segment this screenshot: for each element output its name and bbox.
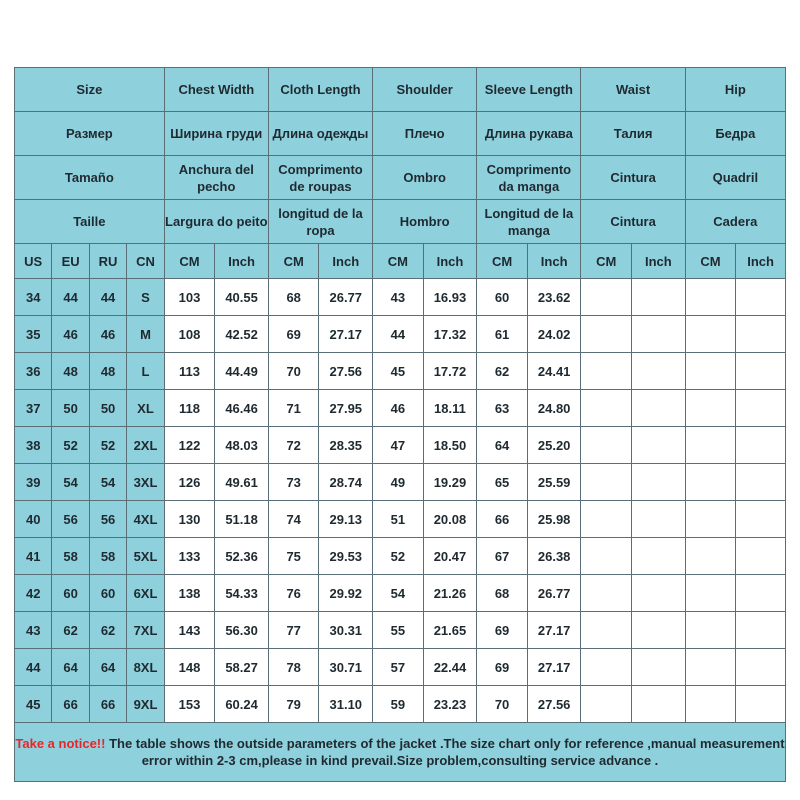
measurement-cell — [685, 316, 736, 353]
header-row — [15, 68, 786, 112]
measurement-cell: 18.50 — [423, 427, 477, 464]
size-cell: 52 — [52, 427, 89, 464]
table-row — [15, 612, 786, 649]
cloth-length-header: longitud de la ropa — [268, 200, 372, 244]
size-cell: 41 — [15, 538, 52, 575]
measurement-cell: 18.11 — [423, 390, 477, 427]
measurement-cell: 54.33 — [215, 575, 269, 612]
measurement-cell — [736, 575, 786, 612]
sleeve-length-header: Comprimento da manga — [477, 156, 581, 200]
unit-header: Inch — [632, 244, 686, 279]
measurement-cell: 68 — [477, 575, 528, 612]
size-cell: 60 — [89, 575, 126, 612]
measurement-cell: 30.31 — [319, 612, 373, 649]
unit-header: CM — [164, 244, 215, 279]
size-label-cell: Tamaño — [15, 156, 165, 200]
header-row — [15, 112, 786, 156]
measurement-cell — [632, 501, 686, 538]
size-cell: 2XL — [127, 427, 164, 464]
measurement-cell: 49 — [373, 464, 424, 501]
measurement-cell: 17.72 — [423, 353, 477, 390]
measurement-cell — [685, 575, 736, 612]
measurement-cell: 25.59 — [527, 464, 581, 501]
measurement-cell — [581, 464, 632, 501]
waist-header: Cintura — [581, 156, 685, 200]
measurement-cell — [685, 427, 736, 464]
size-cell: 40 — [15, 501, 52, 538]
measurement-cell: 47 — [373, 427, 424, 464]
size-cell: 43 — [15, 612, 52, 649]
measurement-cell: 63 — [477, 390, 528, 427]
measurement-cell: 71 — [268, 390, 319, 427]
measurement-cell — [736, 538, 786, 575]
size-cell: 52 — [89, 427, 126, 464]
measurement-cell — [736, 649, 786, 686]
size-cell: 6XL — [127, 575, 164, 612]
measurement-cell — [736, 501, 786, 538]
measurement-cell: 143 — [164, 612, 215, 649]
size-cell: 9XL — [127, 686, 164, 723]
measurement-cell: 28.35 — [319, 427, 373, 464]
chest-width-header: Anchura del pecho — [164, 156, 268, 200]
measurement-cell: 72 — [268, 427, 319, 464]
waist-header: Waist — [581, 68, 685, 112]
waist-header: Талия — [581, 112, 685, 156]
measurement-cell: 57 — [373, 649, 424, 686]
measurement-cell: 27.17 — [527, 612, 581, 649]
measurement-cell — [685, 464, 736, 501]
size-cell: 5XL — [127, 538, 164, 575]
table-row — [15, 316, 786, 353]
measurement-cell — [685, 501, 736, 538]
size-cell: 8XL — [127, 649, 164, 686]
measurement-cell — [581, 612, 632, 649]
note-row — [15, 723, 786, 782]
measurement-cell: 69 — [268, 316, 319, 353]
measurement-cell — [632, 575, 686, 612]
table-row — [15, 427, 786, 464]
size-cell: 58 — [89, 538, 126, 575]
hip-header: Quadril — [685, 156, 785, 200]
size-cell: 39 — [15, 464, 52, 501]
size-cell: 64 — [52, 649, 89, 686]
table-row — [15, 279, 786, 316]
size-cell: 50 — [89, 390, 126, 427]
measurement-cell: 77 — [268, 612, 319, 649]
chest-width-header: Chest Width — [164, 68, 268, 112]
size-cell: S — [127, 279, 164, 316]
chest-width-header: Largura do peito — [164, 200, 268, 244]
measurement-cell: 118 — [164, 390, 215, 427]
cloth-length-header: Cloth Length — [268, 68, 372, 112]
unit-header: Inch — [423, 244, 477, 279]
size-cell: 44 — [15, 649, 52, 686]
hip-header: Cadera — [685, 200, 785, 244]
measurement-cell: 79 — [268, 686, 319, 723]
measurement-cell — [581, 538, 632, 575]
size-cell: XL — [127, 390, 164, 427]
size-chart — [14, 67, 786, 782]
measurement-cell: 76 — [268, 575, 319, 612]
measurement-cell — [632, 612, 686, 649]
measurement-cell — [581, 279, 632, 316]
unit-header: Inch — [215, 244, 269, 279]
table-row — [15, 353, 786, 390]
size-system-header: EU — [52, 244, 89, 279]
measurement-cell: 65 — [477, 464, 528, 501]
measurement-cell: 61 — [477, 316, 528, 353]
measurement-cell: 68 — [268, 279, 319, 316]
size-cell: 42 — [15, 575, 52, 612]
measurement-cell: 24.02 — [527, 316, 581, 353]
measurement-cell: 69 — [477, 649, 528, 686]
measurement-cell — [581, 575, 632, 612]
measurement-cell — [685, 279, 736, 316]
measurement-cell: 70 — [268, 353, 319, 390]
table-row — [15, 538, 786, 575]
measurement-cell: 29.13 — [319, 501, 373, 538]
unit-header: CM — [685, 244, 736, 279]
shoulder-header: Ombro — [373, 156, 477, 200]
sleeve-length-header: Longitud de la manga — [477, 200, 581, 244]
measurement-cell: 148 — [164, 649, 215, 686]
measurement-cell: 64 — [477, 427, 528, 464]
shoulder-header: Плечо — [373, 112, 477, 156]
measurement-cell: 133 — [164, 538, 215, 575]
measurement-cell — [736, 686, 786, 723]
measurement-cell: 75 — [268, 538, 319, 575]
measurement-cell: 27.56 — [319, 353, 373, 390]
unit-row — [15, 244, 786, 279]
size-cell: 45 — [15, 686, 52, 723]
measurement-cell: 43 — [373, 279, 424, 316]
measurement-cell — [736, 279, 786, 316]
measurement-cell: 58.27 — [215, 649, 269, 686]
measurement-cell: 27.95 — [319, 390, 373, 427]
unit-header: Inch — [527, 244, 581, 279]
measurement-cell: 24.41 — [527, 353, 581, 390]
measurement-cell: 21.65 — [423, 612, 477, 649]
measurement-cell: 29.92 — [319, 575, 373, 612]
measurement-cell: 49.61 — [215, 464, 269, 501]
size-cell: 62 — [89, 612, 126, 649]
unit-header: CM — [268, 244, 319, 279]
size-cell: 62 — [52, 612, 89, 649]
shoulder-header: Hombro — [373, 200, 477, 244]
measurement-cell — [736, 316, 786, 353]
shoulder-header: Shoulder — [373, 68, 477, 112]
measurement-cell: 74 — [268, 501, 319, 538]
size-cell: 58 — [52, 538, 89, 575]
measurement-cell: 44 — [373, 316, 424, 353]
size-cell: 48 — [89, 353, 126, 390]
measurement-cell: 26.77 — [527, 575, 581, 612]
measurement-cell: 51 — [373, 501, 424, 538]
measurement-cell — [581, 686, 632, 723]
measurement-cell — [581, 353, 632, 390]
unit-header: CM — [581, 244, 632, 279]
sleeve-length-header: Длина рукава — [477, 112, 581, 156]
size-cell: 3XL — [127, 464, 164, 501]
size-label-cell: Размер — [15, 112, 165, 156]
table-row — [15, 649, 786, 686]
measurement-cell: 103 — [164, 279, 215, 316]
header-row — [15, 200, 786, 244]
size-cell: 46 — [89, 316, 126, 353]
hip-header: Бедра — [685, 112, 785, 156]
measurement-cell — [736, 390, 786, 427]
table-row — [15, 501, 786, 538]
measurement-cell: 153 — [164, 686, 215, 723]
measurement-cell: 56.30 — [215, 612, 269, 649]
measurement-cell — [632, 390, 686, 427]
size-cell: 7XL — [127, 612, 164, 649]
size-chart-table — [14, 67, 786, 782]
measurement-cell: 42.52 — [215, 316, 269, 353]
measurement-cell: 25.20 — [527, 427, 581, 464]
measurement-cell: 17.32 — [423, 316, 477, 353]
size-cell: M — [127, 316, 164, 353]
size-cell: 64 — [89, 649, 126, 686]
measurement-cell: 28.74 — [319, 464, 373, 501]
measurement-cell: 70 — [477, 686, 528, 723]
measurement-cell: 29.53 — [319, 538, 373, 575]
chest-width-header: Ширина груди — [164, 112, 268, 156]
size-cell: 37 — [15, 390, 52, 427]
measurement-cell: 130 — [164, 501, 215, 538]
measurement-cell: 40.55 — [215, 279, 269, 316]
measurement-cell: 52.36 — [215, 538, 269, 575]
measurement-cell: 24.80 — [527, 390, 581, 427]
measurement-cell — [632, 279, 686, 316]
measurement-cell — [632, 538, 686, 575]
table-row — [15, 390, 786, 427]
measurement-cell: 122 — [164, 427, 215, 464]
size-cell: 66 — [52, 686, 89, 723]
measurement-cell — [736, 353, 786, 390]
size-cell: 54 — [52, 464, 89, 501]
measurement-cell: 23.62 — [527, 279, 581, 316]
measurement-cell: 113 — [164, 353, 215, 390]
measurement-cell: 20.08 — [423, 501, 477, 538]
measurement-cell: 55 — [373, 612, 424, 649]
measurement-cell — [736, 464, 786, 501]
measurement-cell: 27.17 — [527, 649, 581, 686]
measurement-cell: 66 — [477, 501, 528, 538]
measurement-cell — [632, 464, 686, 501]
size-cell: 44 — [52, 279, 89, 316]
measurement-cell: 27.17 — [319, 316, 373, 353]
measurement-cell — [685, 390, 736, 427]
size-cell: L — [127, 353, 164, 390]
measurement-cell — [581, 390, 632, 427]
unit-header: Inch — [736, 244, 786, 279]
notice-warning: Take a notice!! — [15, 736, 106, 751]
size-system-header: RU — [89, 244, 126, 279]
measurement-cell: 52 — [373, 538, 424, 575]
size-cell: 34 — [15, 279, 52, 316]
measurement-cell: 23.23 — [423, 686, 477, 723]
measurement-cell: 78 — [268, 649, 319, 686]
measurement-cell: 45 — [373, 353, 424, 390]
measurement-cell: 69 — [477, 612, 528, 649]
sleeve-length-header: Sleeve Length — [477, 68, 581, 112]
measurement-cell: 54 — [373, 575, 424, 612]
measurement-cell: 126 — [164, 464, 215, 501]
measurement-cell — [581, 501, 632, 538]
measurement-cell: 25.98 — [527, 501, 581, 538]
measurement-cell: 44.49 — [215, 353, 269, 390]
measurement-cell — [632, 649, 686, 686]
measurement-cell: 21.26 — [423, 575, 477, 612]
measurement-cell — [581, 649, 632, 686]
unit-header: CM — [477, 244, 528, 279]
measurement-cell: 16.93 — [423, 279, 477, 316]
measurement-cell: 19.29 — [423, 464, 477, 501]
notice-text — [15, 723, 786, 782]
measurement-cell — [736, 612, 786, 649]
measurement-cell: 60.24 — [215, 686, 269, 723]
size-cell: 50 — [52, 390, 89, 427]
size-cell: 36 — [15, 353, 52, 390]
measurement-cell: 108 — [164, 316, 215, 353]
notice-body: The table shows the outside parameters of the jacket .The size chart only for reference ,manual measurement error within 2-3 cm,please in kind prevail.Size problem,consulting service advance . — [105, 736, 785, 768]
waist-header: Cintura — [581, 200, 685, 244]
measurement-cell: 31.10 — [319, 686, 373, 723]
measurement-cell: 51.18 — [215, 501, 269, 538]
unit-header: CM — [373, 244, 424, 279]
measurement-cell — [581, 316, 632, 353]
measurement-cell: 48.03 — [215, 427, 269, 464]
measurement-cell: 67 — [477, 538, 528, 575]
cloth-length-header: Длина одежды — [268, 112, 372, 156]
size-cell: 46 — [52, 316, 89, 353]
size-cell: 4XL — [127, 501, 164, 538]
size-label-cell: Taille — [15, 200, 165, 244]
size-system-header: CN — [127, 244, 164, 279]
table-row — [15, 686, 786, 723]
size-cell: 38 — [15, 427, 52, 464]
measurement-cell — [632, 686, 686, 723]
unit-header: Inch — [319, 244, 373, 279]
size-cell: 56 — [52, 501, 89, 538]
measurement-cell — [581, 427, 632, 464]
measurement-cell: 26.77 — [319, 279, 373, 316]
size-cell: 66 — [89, 686, 126, 723]
measurement-cell: 46.46 — [215, 390, 269, 427]
header-row — [15, 156, 786, 200]
measurement-cell: 60 — [477, 279, 528, 316]
measurement-cell — [685, 353, 736, 390]
size-cell: 60 — [52, 575, 89, 612]
size-cell: 44 — [89, 279, 126, 316]
size-cell: 54 — [89, 464, 126, 501]
measurement-cell — [685, 612, 736, 649]
size-cell: 35 — [15, 316, 52, 353]
measurement-cell: 20.47 — [423, 538, 477, 575]
measurement-cell: 22.44 — [423, 649, 477, 686]
table-row — [15, 464, 786, 501]
measurement-cell: 27.56 — [527, 686, 581, 723]
hip-header: Hip — [685, 68, 785, 112]
measurement-cell — [632, 353, 686, 390]
measurement-cell — [685, 538, 736, 575]
measurement-cell — [632, 427, 686, 464]
cloth-length-header: Comprimento de roupas — [268, 156, 372, 200]
measurement-cell: 30.71 — [319, 649, 373, 686]
table-row — [15, 575, 786, 612]
measurement-cell: 138 — [164, 575, 215, 612]
measurement-cell: 73 — [268, 464, 319, 501]
measurement-cell: 59 — [373, 686, 424, 723]
measurement-cell: 46 — [373, 390, 424, 427]
measurement-cell: 26.38 — [527, 538, 581, 575]
measurement-cell — [632, 316, 686, 353]
size-system-header: US — [15, 244, 52, 279]
measurement-cell — [685, 686, 736, 723]
measurement-cell: 62 — [477, 353, 528, 390]
size-cell: 48 — [52, 353, 89, 390]
measurement-cell — [685, 649, 736, 686]
measurement-cell — [736, 427, 786, 464]
size-cell: 56 — [89, 501, 126, 538]
size-label-cell: Size — [15, 68, 165, 112]
